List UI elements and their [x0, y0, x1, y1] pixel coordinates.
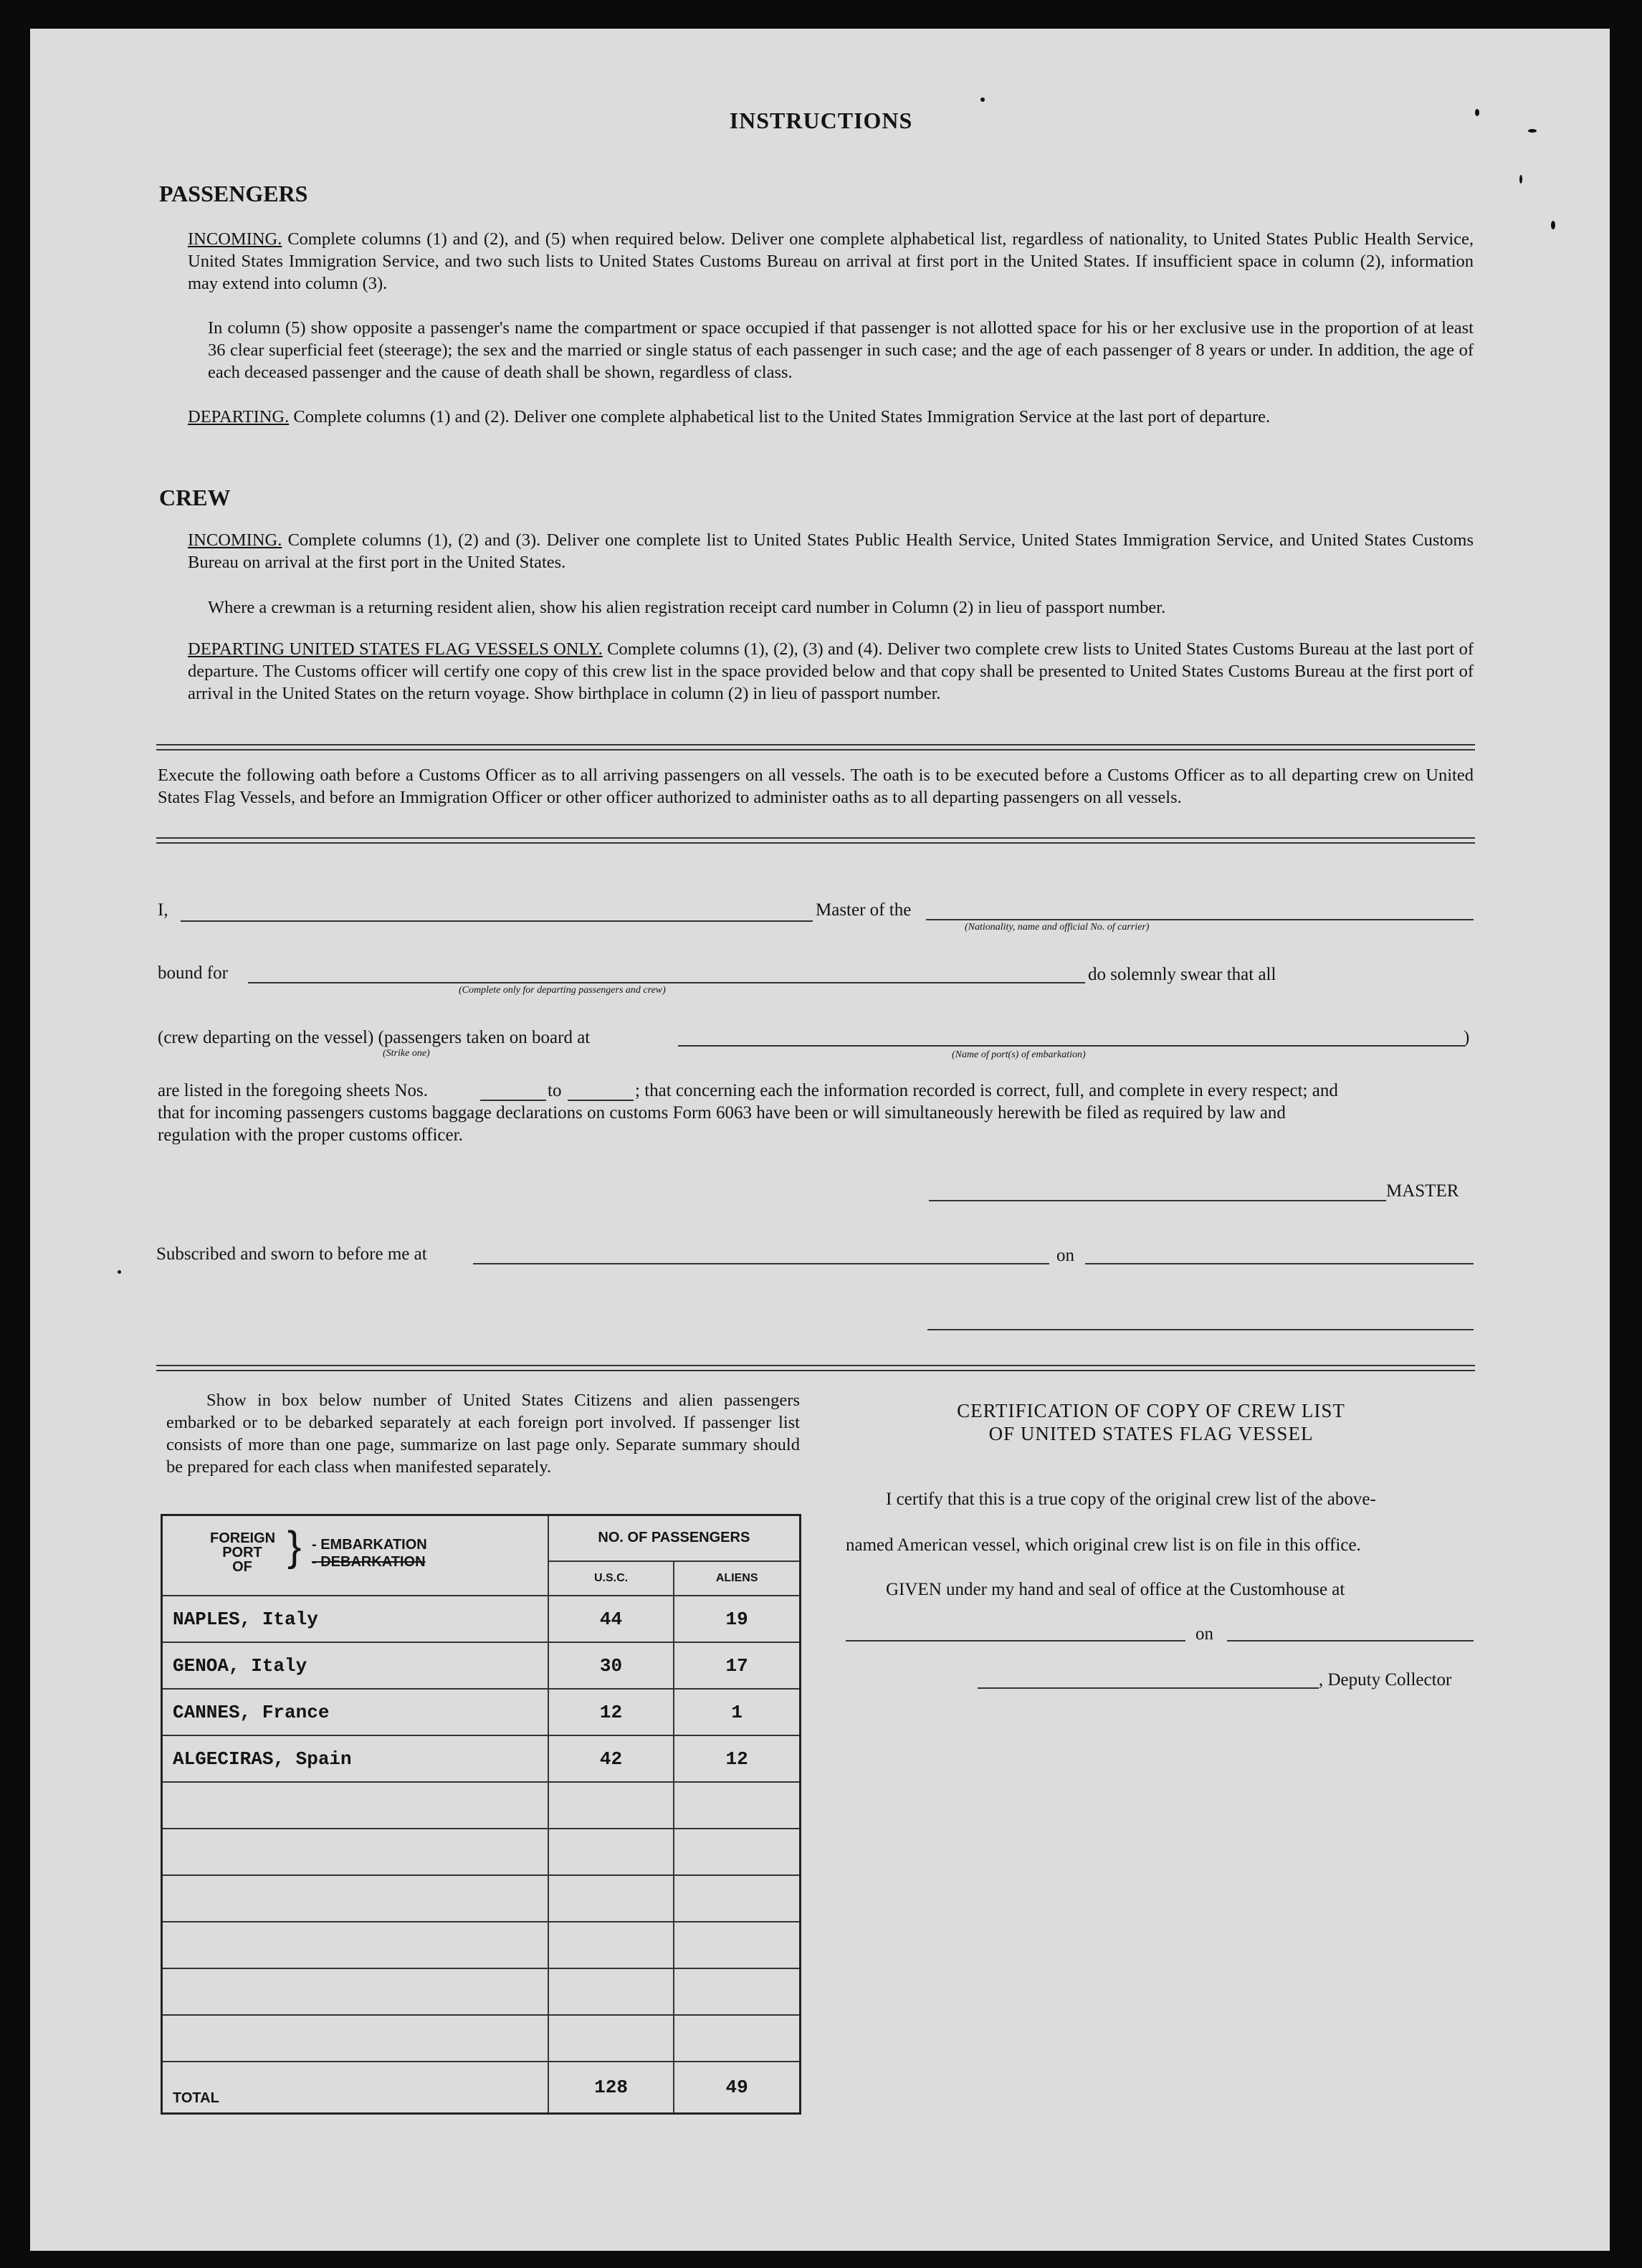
aliens-cell	[674, 2015, 800, 2062]
scan-speck	[980, 97, 985, 102]
embarkation-port-note: (Name of port(s) of embarkation)	[952, 1049, 1086, 1060]
usc-cell	[548, 2015, 674, 2062]
subscribed-text: Subscribed and sworn to before me at	[156, 1244, 427, 1264]
port-label: PORT	[222, 1545, 262, 1561]
aliens-cell	[674, 1875, 800, 1922]
listed-text-2: ; that concerning each the information recorded is correct, full, and complete in every respect; and	[635, 1081, 1338, 1100]
passengers-departing-label: DEPARTING.	[188, 407, 290, 427]
customhouse-line[interactable]	[846, 1640, 1185, 1642]
passengers-incoming-paragraph	[188, 228, 1474, 295]
certification-on-label: on	[1195, 1624, 1213, 1644]
table-row	[162, 1875, 801, 1922]
embarkation-label: - EMBARKATION	[312, 1537, 427, 1553]
bound-for-label: bound for	[158, 963, 228, 983]
crew-departing-label: DEPARTING UNITED STATES FLAG VESSELS ONLY.	[188, 639, 603, 659]
aliens-header: ALIENS	[674, 1561, 800, 1596]
total-row	[162, 2062, 801, 2114]
table-row	[162, 1922, 801, 1968]
passengers-column5-paragraph: In column (5) show opposite a passenger's name the compartment or space occupied if that passenger is not allotted space for his or her exclusive use in the proportion of at least 36 clear superficial feet (steerage); the sex and the married or single status of each passenger in such case; and the age of each passenger of 8 years or under. In addition, the age of each deceased passenger and the cause of death shall be shown, regardless of class.	[208, 318, 1474, 382]
carrier-line[interactable]	[926, 919, 1474, 920]
usc-cell: 30	[548, 1642, 674, 1689]
debarkation-label-struck: - DEBARKATION	[312, 1554, 426, 1570]
port-cell: CANNES, France	[162, 1689, 548, 1735]
crew-departing-paragraph	[188, 638, 1474, 705]
oath-i-label: I,	[158, 900, 168, 920]
page-title: INSTRUCTIONS	[729, 108, 913, 133]
aliens-cell	[674, 1922, 800, 1968]
brace-glyph: }	[287, 1523, 302, 1570]
master-signature-line[interactable]	[929, 1200, 1386, 1201]
usc-cell	[548, 1968, 674, 2015]
passengers-departing-text: Complete columns (1) and (2). Deliver one complete alphabetical list to the United States Immigration Service at the last port of departure.	[293, 407, 1271, 427]
listed-sheets-text: are listed in the foregoing sheets Nos.	[158, 1081, 428, 1100]
usc-cell	[548, 1922, 674, 1968]
table-row	[162, 1642, 801, 1689]
certification-line-1: I certify that this is a true copy of the original crew list of the above-	[886, 1490, 1376, 1509]
sheet-from-line[interactable]	[480, 1100, 546, 1101]
usc-cell	[548, 1875, 674, 1922]
embarkation-port-line[interactable]	[678, 1045, 1465, 1047]
port-cell	[162, 1875, 548, 1922]
no-of-passengers-header: NO. OF PASSENGERS	[548, 1515, 801, 1561]
total-label: TOTAL	[162, 2062, 548, 2114]
total-usc: 128	[548, 2062, 674, 2114]
aliens-cell: 17	[674, 1642, 800, 1689]
crew-heading: CREW	[159, 485, 231, 510]
listed-text-4: regulation with the proper customs officer.	[158, 1125, 463, 1145]
port-cell: NAPLES, Italy	[162, 1596, 548, 1642]
passengers-heading: PASSENGERS	[159, 181, 308, 206]
crew-alien-paragraph: Where a crewman is a returning resident alien, show his alien registration receipt card number in Column (2) in lieu of passport number.	[208, 598, 1166, 617]
scan-speck	[118, 1270, 121, 1274]
listed-to-text: to	[548, 1081, 562, 1100]
section-divider	[156, 837, 1475, 844]
deputy-collector-label: , Deputy Collector	[1319, 1670, 1452, 1690]
certification-line-2: named American vessel, which original crew list is on file in this office.	[846, 1535, 1361, 1555]
passengers-incoming-text: Complete columns (1) and (2), and (5) when required below. Deliver one complete alphabetical list, regardless of nationality, to United States Public Health Service, United States Immigration Service, and two such lists to United States Customs Bureau on arrival at first port in the United States. If insufficient space in column (2), information may extend into column (3).	[188, 229, 1474, 293]
port-cell: GENOA, Italy	[162, 1642, 548, 1689]
listed-text-3: that for incoming passengers customs baggage declarations on customs Form 6063 have been or will simultaneously herewith be filed as required by law and	[158, 1103, 1286, 1123]
usc-cell: 44	[548, 1596, 674, 1642]
crew-departing-text: Complete columns (1), (2), (3) and (4). Deliver two complete crew lists to United States Customs Bureau at the last port of departure. The Customs officer will certify one copy of this crew list in the space provided below and that copy shall be presented to United States Customs Bureau at the first port of arrival in the United States on the return voyage. Show birthplace in column (2) in lieu of passport number.	[188, 639, 1474, 703]
table-row	[162, 1735, 801, 1782]
subscribed-date-line[interactable]	[1085, 1263, 1474, 1264]
certification-heading	[870, 1399, 1432, 1445]
certification-heading-line-1: CERTIFICATION OF COPY OF CREW LIST	[957, 1400, 1345, 1421]
port-cell	[162, 1782, 548, 1829]
aliens-cell: 12	[674, 1735, 800, 1782]
bound-for-line[interactable]	[248, 982, 1085, 983]
passengers-incoming-label: INCOMING.	[188, 229, 282, 249]
table-row	[162, 2015, 801, 2062]
subscribed-on-label: on	[1056, 1246, 1074, 1265]
scan-speck	[1519, 175, 1522, 184]
oath-intro: Execute the following oath before a Customs Officer as to all arriving passengers on all vessels. The oath is to be executed before a Customs Officer as to all departing crew on United States Flag Vessels, and before an Immigration Officer or other officer authorized to administer oaths as to all departing passengers on all vessels.	[158, 766, 1474, 807]
port-cell	[162, 1829, 548, 1875]
of-label: OF	[232, 1559, 252, 1575]
usc-cell	[548, 1782, 674, 1829]
passenger-summary-table	[161, 1514, 801, 2115]
port-cell	[162, 1922, 548, 1968]
master-of-the-label: Master of the	[816, 900, 912, 920]
aliens-cell: 1	[674, 1689, 800, 1735]
sheet-to-line[interactable]	[568, 1100, 634, 1101]
aliens-cell: 19	[674, 1596, 800, 1642]
carrier-note: (Nationality, name and official No. of carrier)	[965, 922, 1150, 933]
usc-header: U.S.C.	[548, 1561, 674, 1596]
master-label: MASTER	[1386, 1181, 1459, 1201]
summary-intro: Show in box below number of United States Citizens and alien passengers embarked or to be debarked separately at each foreign port involved. If passenger list consists of more than one page, summarize on last page only. Separate summary should be prepared for each class when manifested separately.	[166, 1391, 800, 1477]
table-row	[162, 1782, 801, 1829]
passengers-departing-paragraph	[188, 406, 1474, 428]
usc-cell	[548, 1829, 674, 1875]
close-paren: )	[1464, 1028, 1470, 1047]
aliens-cell	[674, 1829, 800, 1875]
table-row	[162, 1689, 801, 1735]
swear-text: do solemnly swear that all	[1088, 965, 1276, 984]
bound-for-note: (Complete only for departing passengers and crew)	[459, 985, 666, 996]
table-row	[162, 1829, 801, 1875]
certification-date-line[interactable]	[1227, 1640, 1474, 1642]
crew-incoming-text: Complete columns (1), (2) and (3). Deliver one complete list to United States Public Health Service, United States Immigration Service, and United States Customs Bureau on arrival at the first port in the United States.	[188, 530, 1474, 572]
subscribed-place-line[interactable]	[473, 1263, 1049, 1264]
table-row	[162, 1596, 801, 1642]
port-cell	[162, 2015, 548, 2062]
section-divider	[156, 1365, 1475, 1371]
total-aliens: 49	[674, 2062, 800, 2114]
aliens-cell	[674, 1968, 800, 2015]
strike-one-note: (Strike one)	[383, 1048, 430, 1059]
usc-cell: 12	[548, 1689, 674, 1735]
crew-incoming-label: INCOMING.	[188, 530, 282, 550]
master-name-line[interactable]	[181, 920, 813, 922]
deputy-signature-line[interactable]	[978, 1687, 1319, 1689]
port-cell: ALGECIRAS, Spain	[162, 1735, 548, 1782]
crew-departing-text: (crew departing on the vessel) (passengers taken on board at	[158, 1028, 591, 1047]
port-cell	[162, 1968, 548, 2015]
officer-signature-line[interactable]	[927, 1329, 1474, 1330]
certification-heading-line-2: OF UNITED STATES FLAG VESSEL	[988, 1423, 1314, 1444]
usc-cell: 42	[548, 1735, 674, 1782]
foreign-label: FOREIGN	[210, 1530, 276, 1546]
table-row	[162, 1968, 801, 2015]
scan-speck	[1551, 221, 1555, 229]
foreign-port-header	[162, 1515, 548, 1596]
section-divider	[156, 744, 1475, 751]
aliens-cell	[674, 1782, 800, 1829]
crew-incoming-paragraph	[188, 529, 1474, 573]
certification-line-3: GIVEN under my hand and seal of office at the Customhouse at	[886, 1580, 1345, 1599]
